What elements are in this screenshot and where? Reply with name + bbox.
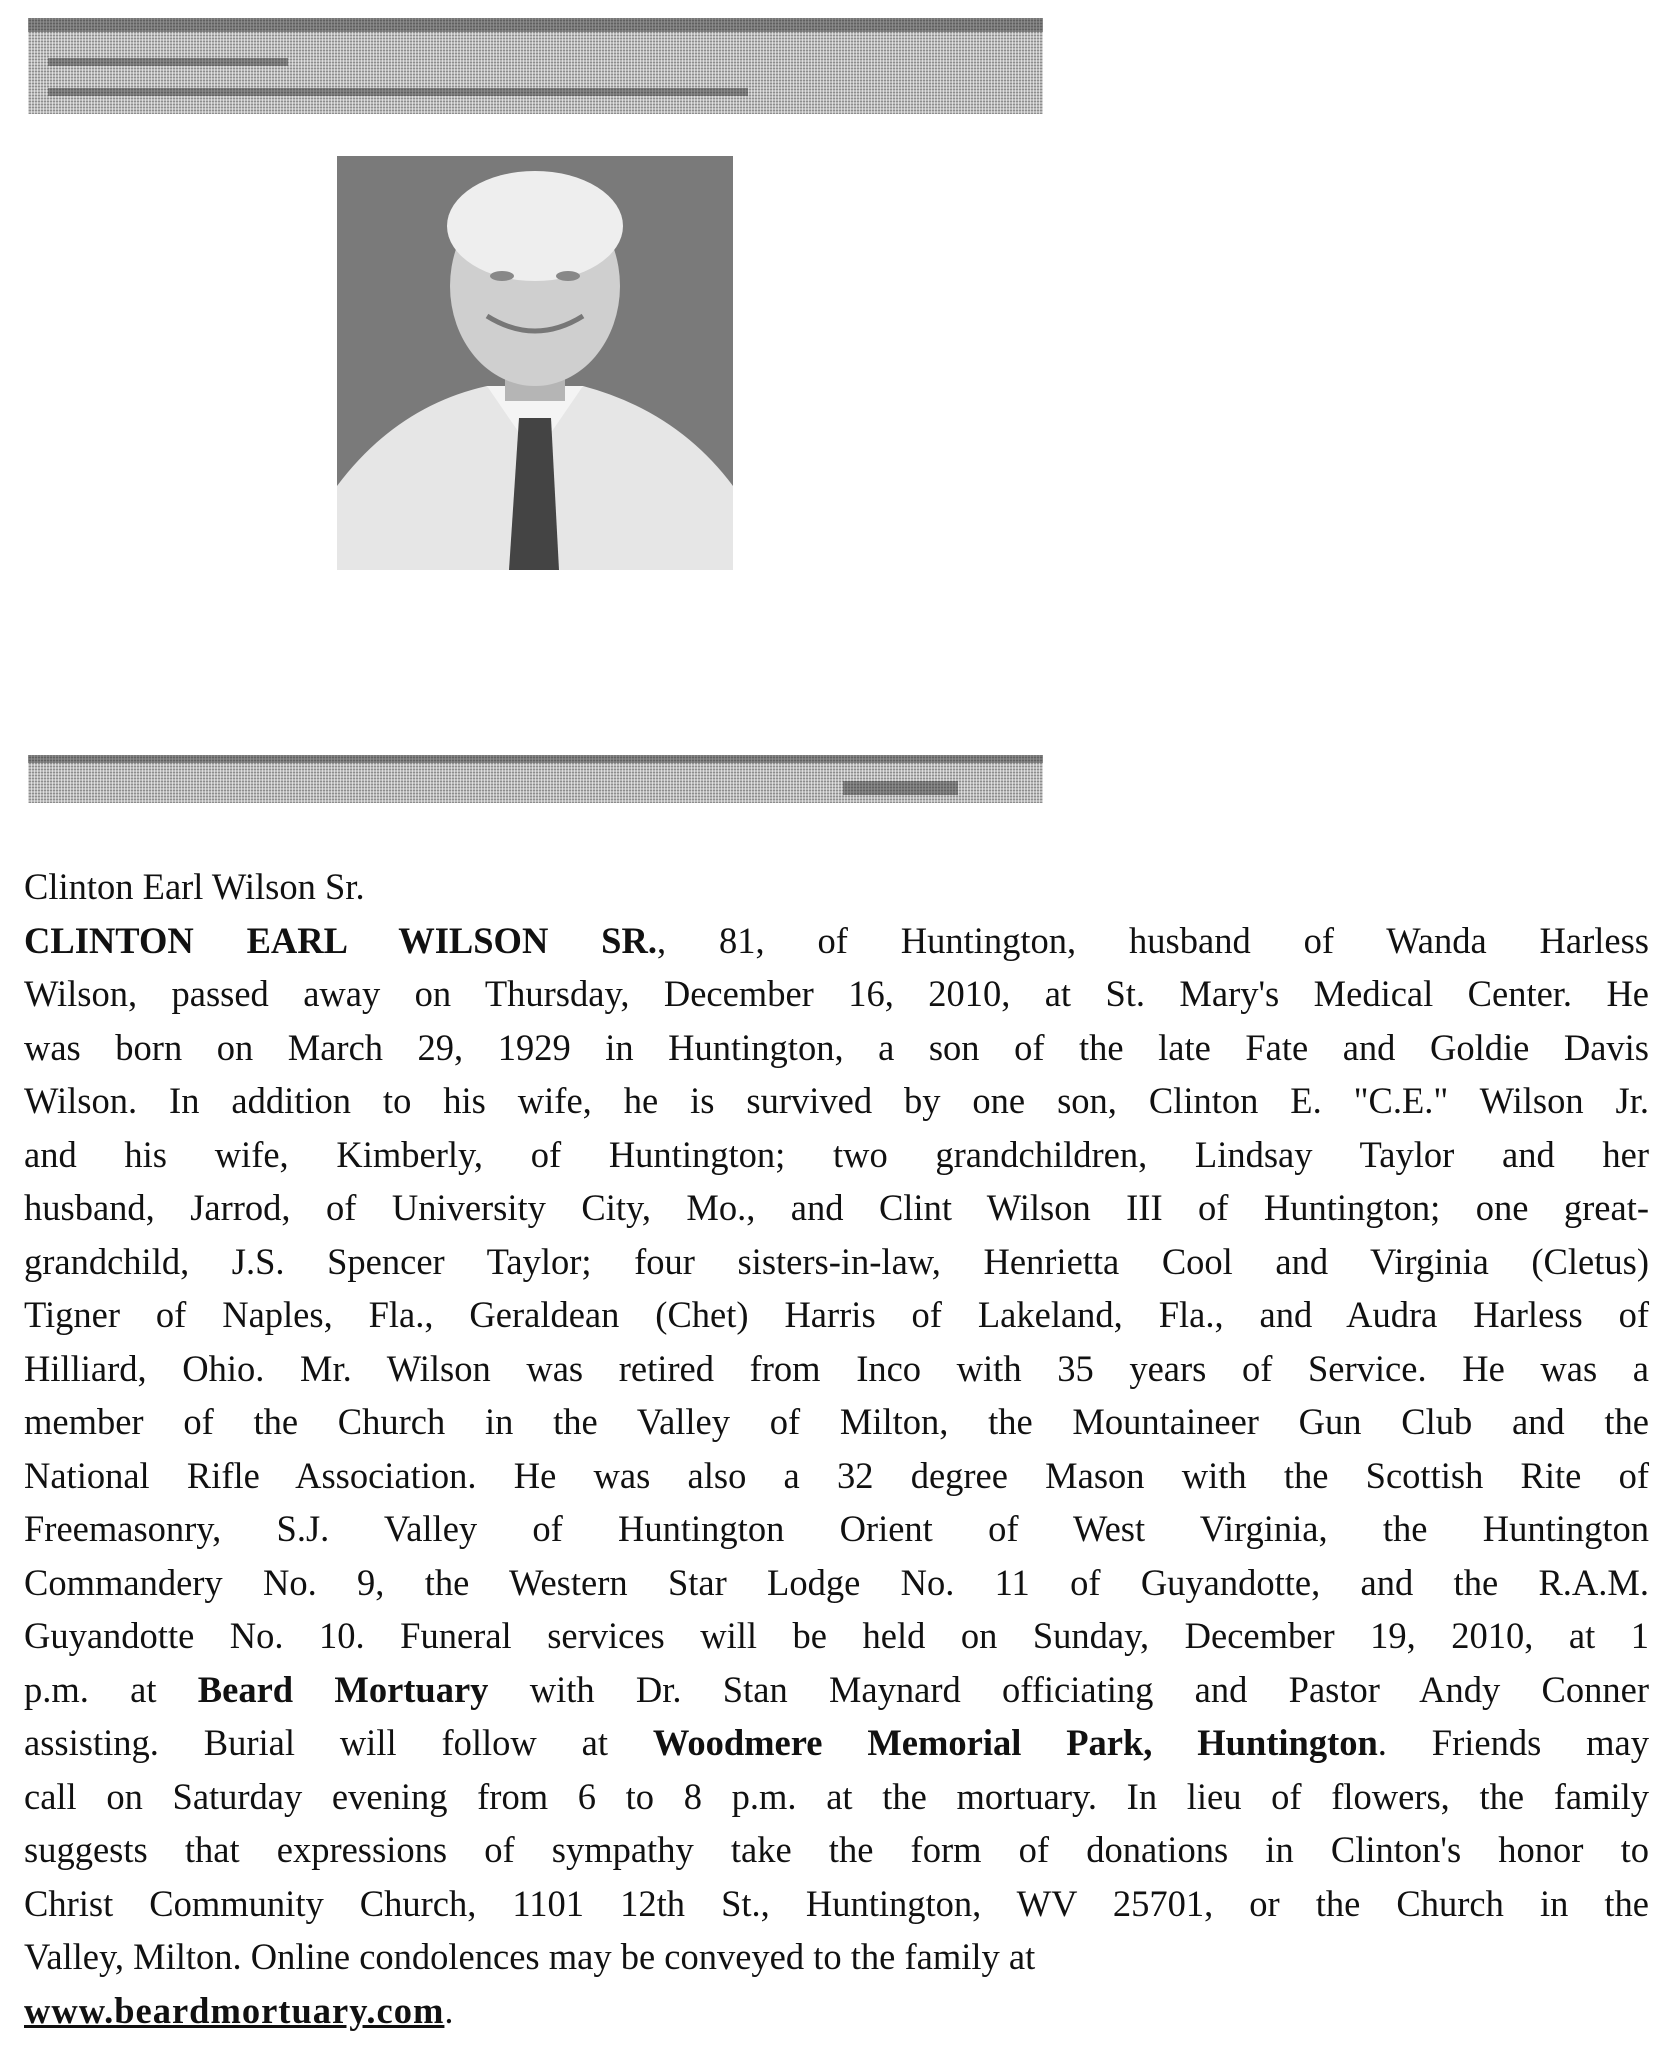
- body-line: member of the Church in the Valley of Milton, the Mountaineer Gun Club and the: [24, 1401, 1649, 1442]
- body-line: Freemasonry, S.J. Valley of Huntington Orient of West Virginia, the Huntington: [24, 1508, 1649, 1549]
- decedent-name: CLINTON EARL WILSON SR.: [24, 919, 657, 961]
- body-line: and his wife, Kimberly, of Huntington; two grandchildren, Lindsay Taylor and her: [24, 1133, 1649, 1175]
- mortuary-website-link[interactable]: www.beardmortuary.com: [24, 1989, 445, 2031]
- body-line: was born on March 29, 1929 in Huntington, a son of the late Fate and Goldie Davis: [24, 1026, 1649, 1068]
- body-line: National Rifle Association. He was also a 32 degree Mason with the Scottish Rite of: [24, 1454, 1649, 1496]
- mortuary-name: Beard Mortuary: [197, 1668, 489, 1710]
- body-line: assisting. Burial will follow at Woodmere Memorial Park, Huntington. Friends may: [24, 1722, 1649, 1763]
- body-line: p.m. at Beard Mortuary with Dr. Stan Maynard officiating and Pastor Andy Conner: [24, 1668, 1649, 1710]
- obituary-body: [24, 914, 1649, 2038]
- body-line: Wilson. In addition to his wife, he is survived by one son, Clinton E. "C.E." Wilson Jr.: [24, 1080, 1649, 1121]
- body-line: Commandery No. 9, the Western Star Lodge No. 11 of Guyandotte, and the R.A.M.: [24, 1561, 1649, 1603]
- portrait-photo: [337, 156, 733, 570]
- obituary-text: [24, 860, 1649, 2037]
- body-line: suggests that expressions of sympathy take the form of donations in Clinton's honor to: [24, 1829, 1649, 1870]
- body-line: www.beardmortuary.com.: [24, 1989, 454, 2031]
- body-line: Valley, Milton. Online condolences may be conveyed to the family at: [24, 1936, 1036, 1977]
- body-line: Wilson, passed away on Thursday, December 16, 2010, at St. Mary's Medical Center. He: [24, 973, 1649, 1014]
- body-line: CLINTON EARL WILSON SR., 81, of Huntington, husband of Wanda Harless: [24, 919, 1649, 961]
- cemetery-name: Woodmere Memorial Park, Huntington: [652, 1722, 1378, 1763]
- obituary-heading: Clinton Earl Wilson Sr.: [24, 866, 365, 907]
- body-line: grandchild, J.S. Spencer Taylor; four sisters-in-law, Henrietta Cool and Virginia (Cletus): [24, 1240, 1649, 1282]
- body-line: Guyandotte No. 10. Funeral services will be held on Sunday, December 19, 2010, at 1: [24, 1615, 1649, 1656]
- body-line: Hilliard, Ohio. Mr. Wilson was retired from Inco with 35 years of Service. He was a: [24, 1347, 1649, 1389]
- body-line: Christ Community Church, 1101 12th St., Huntington, WV 25701, or the Church in the: [24, 1882, 1649, 1924]
- body-line: husband, Jarrod, of University City, Mo., and Clint Wilson III of Huntington; one great-: [24, 1187, 1649, 1228]
- top-browser-bar-scan: [28, 18, 1043, 114]
- body-line: call on Saturday evening from 6 to 8 p.m. at the mortuary. In lieu of flowers, the family: [24, 1775, 1649, 1817]
- body-line: Tigner of Naples, Fla., Geraldean (Chet) Harris of Lakeland, Fla., and Audra Harless of: [24, 1294, 1649, 1335]
- bottom-status-bar-scan: [28, 755, 1043, 803]
